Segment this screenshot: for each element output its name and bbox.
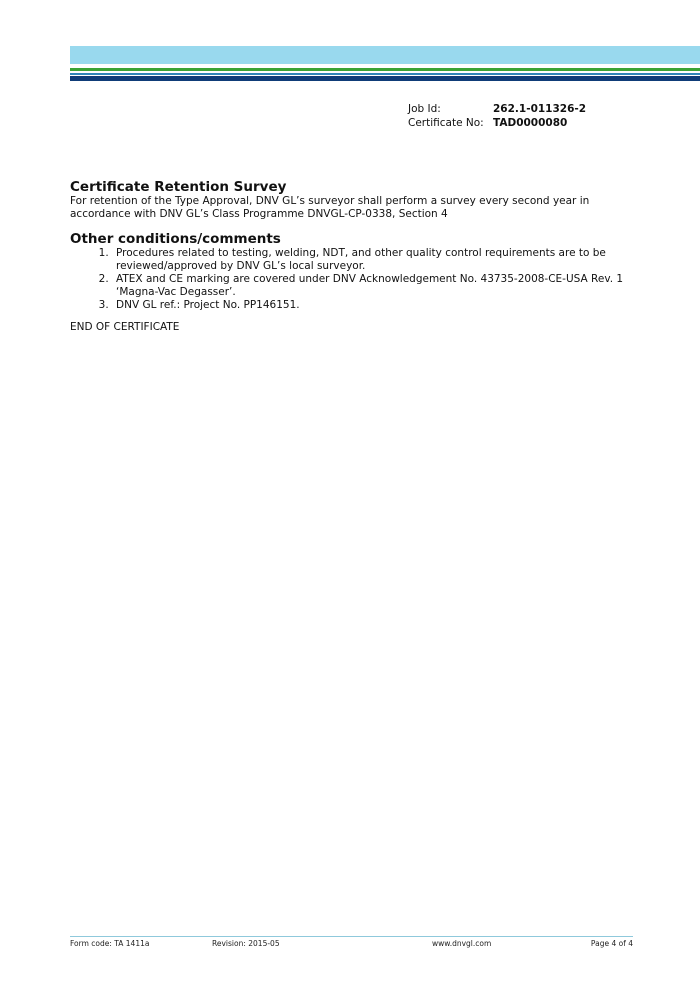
condition-item-line-1: Procedures related to testing, welding, NDT, and other quality control requirements are to be xyxy=(116,247,606,259)
condition-item xyxy=(112,247,640,273)
conditions-title: Other conditions/comments xyxy=(70,231,281,247)
retention-title: Certificate Retention Survey xyxy=(70,179,287,195)
condition-item-line-2: reviewed/approved by DNV GL’s local surveyor. xyxy=(116,260,366,272)
header-band-navy xyxy=(70,76,700,81)
header-band-teal xyxy=(70,73,700,75)
footer-website: www.dnvgl.com xyxy=(432,939,492,948)
footer-page-number: Page 4 of 4 xyxy=(590,939,633,948)
condition-item-line-2: ‘Magna-Vac Degasser’. xyxy=(116,286,236,298)
condition-item xyxy=(112,273,640,299)
condition-item-line-1: ATEX and CE marking are covered under DNV Acknowledgement No. 43735-2008-CE-USA Rev. 1 xyxy=(116,273,624,285)
condition-item-line-1: DNV GL ref.: Project No. PP146151. xyxy=(116,299,300,311)
retention-text-line-2: accordance with DNV GL’s Class Programme DNVGL-CP-0338, Section 4 xyxy=(70,208,448,220)
footer-form-code: Form code: TA 1411a xyxy=(70,939,150,948)
footer-divider xyxy=(70,936,633,937)
end-of-certificate: END OF CERTIFICATE xyxy=(70,321,180,333)
certificate-no-value: TAD0000080 xyxy=(493,117,568,129)
certificate-meta xyxy=(408,102,586,130)
header-band-green xyxy=(70,68,700,71)
conditions-list xyxy=(70,247,640,312)
job-id-value: 262.1-011326-2 xyxy=(493,103,587,115)
header-band-light xyxy=(70,46,700,64)
condition-item xyxy=(112,299,640,312)
retention-text-line-1: For retention of the Type Approval, DNV GL’s surveyor shall perform a survey every second year in xyxy=(70,195,590,207)
job-id-label: Job Id: xyxy=(408,103,441,115)
job-id-row xyxy=(408,102,586,116)
certificate-no-row xyxy=(408,116,586,130)
footer-revision: Revision: 2015-05 xyxy=(212,939,280,948)
certificate-content xyxy=(70,179,640,334)
certificate-no-label: Certificate No: xyxy=(408,117,484,129)
